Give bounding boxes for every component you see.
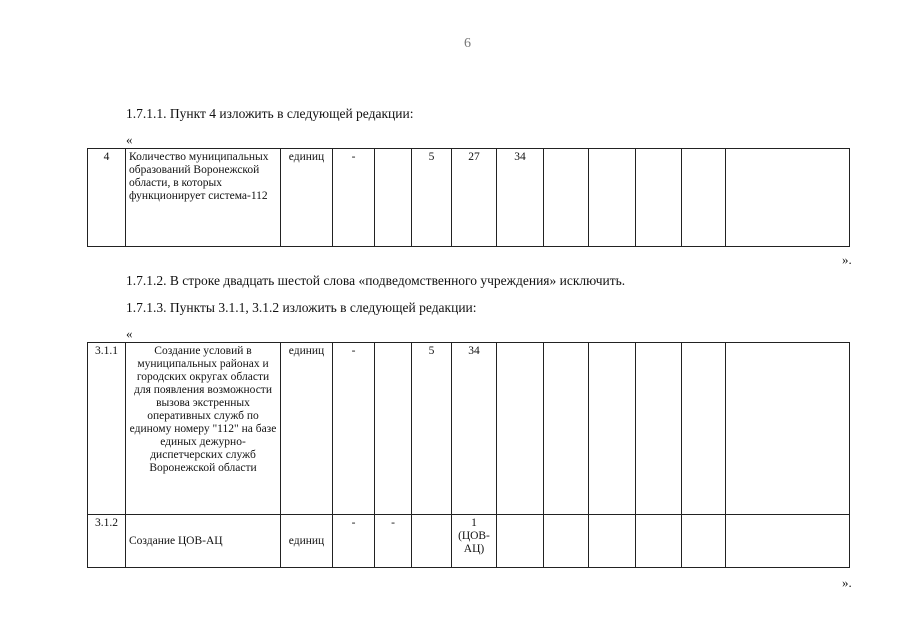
- cell-empty: [682, 149, 726, 247]
- cell-number: 3.1.2: [88, 515, 126, 568]
- cell-value-2: [375, 149, 412, 247]
- cell-empty: [682, 343, 726, 515]
- cell-indicator-name: Создание ЦОВ-АЦ: [126, 515, 281, 568]
- paragraph-1-7-1-2: 1.7.1.2. В строке двадцать шестой слова «подведомственного учреждения» исключить.: [126, 273, 626, 288]
- cell-empty: [726, 149, 850, 247]
- cell-empty: [636, 149, 682, 247]
- cell-indicator-name: Создание условий в муниципальных районах и городских округах области для появления возможности вызова экстренных оперативных служб по единому номеру "112" на базе единых дежурно-диспетчерских служб Воронежской области: [126, 343, 281, 515]
- cell-number: 4: [88, 149, 126, 247]
- cell-value-5: 34: [497, 149, 544, 247]
- cell-unit: единиц: [281, 515, 333, 568]
- cell-empty: [682, 515, 726, 568]
- cell-value-1: -: [333, 515, 375, 568]
- cell-number: 3.1.1: [88, 343, 126, 515]
- cell-value-1: -: [333, 343, 375, 515]
- open-quote-2: «: [126, 326, 133, 341]
- cell-unit: единиц: [281, 343, 333, 515]
- cell-value-3: [412, 515, 452, 568]
- table-points-3-1: [87, 342, 850, 568]
- cell-empty: [497, 515, 544, 568]
- cell-value-1: -: [333, 149, 375, 247]
- table-row: [88, 149, 850, 247]
- cell-empty: [544, 515, 589, 568]
- cell-value-2: -: [375, 515, 412, 568]
- cell-value-4: 34: [452, 343, 497, 515]
- cell-empty: [544, 149, 589, 247]
- paragraph-1-7-1-1: 1.7.1.1. Пункт 4 изложить в следующей редакции:: [126, 106, 414, 121]
- paragraph-1-7-1-3: 1.7.1.3. Пункты 3.1.1, 3.1.2 изложить в следующей редакции:: [126, 300, 477, 315]
- table-row: [88, 343, 850, 515]
- table-row: [88, 515, 850, 568]
- table-point-4: [87, 148, 850, 247]
- cell-value-2: [375, 343, 412, 515]
- cell-empty: [589, 343, 636, 515]
- cell-unit: единиц: [281, 149, 333, 247]
- cell-indicator-name: Количество муниципальных образований Воронежской области, в которых функционирует система-112: [126, 149, 281, 247]
- page-number: 6: [464, 36, 471, 51]
- cell-empty: [726, 343, 850, 515]
- close-quote-2: ».: [842, 575, 852, 590]
- cell-value-3: 5: [412, 149, 452, 247]
- cell-value-4: 1 (ЦОВ-АЦ): [452, 515, 497, 568]
- cell-empty: [589, 515, 636, 568]
- open-quote-1: «: [126, 132, 133, 147]
- cell-empty: [497, 343, 544, 515]
- cell-empty: [726, 515, 850, 568]
- cell-empty: [636, 343, 682, 515]
- cell-value-4: 27: [452, 149, 497, 247]
- cell-empty: [636, 515, 682, 568]
- cell-empty: [544, 343, 589, 515]
- cell-empty: [589, 149, 636, 247]
- cell-value-3: 5: [412, 343, 452, 515]
- close-quote-1: ».: [842, 252, 852, 267]
